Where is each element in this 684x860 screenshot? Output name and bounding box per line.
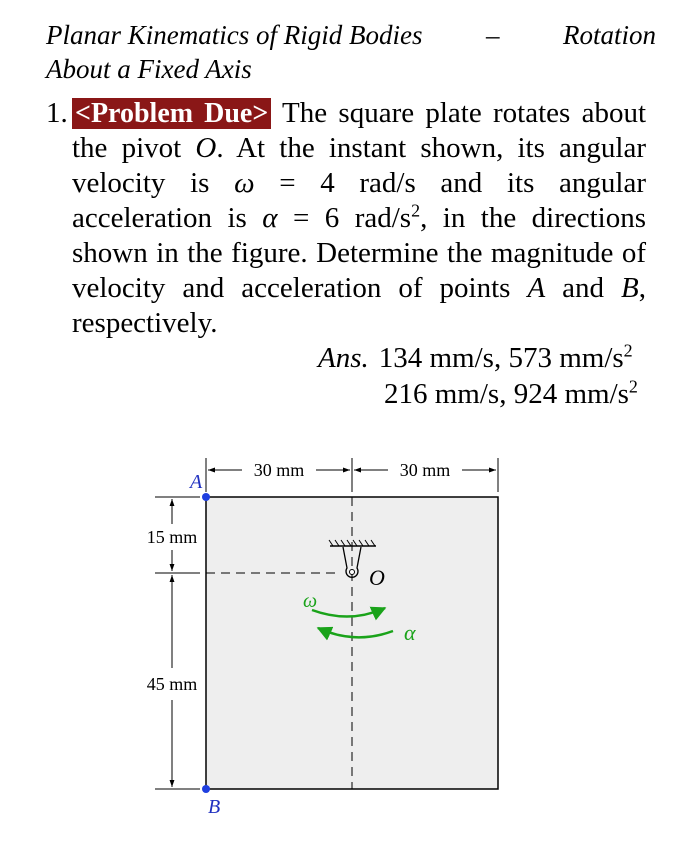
answer-label: Ans. xyxy=(318,342,369,374)
label-A: A xyxy=(190,471,203,493)
title-line2: About a Fixed Axis xyxy=(46,54,252,84)
answer-line2: 216 mm/s, 924 mm/s xyxy=(384,378,629,410)
problem-due-tag[interactable]: <Problem Due> xyxy=(72,98,271,129)
problem-text: and xyxy=(545,272,622,304)
var-O: O xyxy=(195,132,217,164)
var-alpha: α xyxy=(262,202,278,234)
point-B xyxy=(202,785,210,793)
superscript: 2 xyxy=(623,340,633,361)
label-O: O xyxy=(369,565,385,590)
title-dash: – xyxy=(485,20,500,50)
problem-text: , respectively. xyxy=(72,272,647,339)
dim-left-upper: 15 mm xyxy=(146,527,198,547)
label-omega: ω xyxy=(303,590,318,612)
problem-text: , in the directions shown in the figure. Determine the magnitude of velocity and acceleration of points xyxy=(72,202,647,304)
superscript: 2 xyxy=(411,200,421,221)
var-A: A xyxy=(527,272,546,304)
problem-number: 1. xyxy=(46,97,68,129)
problem-text: = 6 rad/s xyxy=(277,202,412,234)
title-rotation: Rotation xyxy=(562,20,656,50)
dim-left-lower: 45 mm xyxy=(146,674,198,694)
superscript: 2 xyxy=(628,376,638,397)
problem-text: The square plate rotates about the pivot xyxy=(72,97,646,164)
var-B: B xyxy=(621,272,639,304)
dim-top-right: 30 mm xyxy=(399,460,451,480)
point-A xyxy=(202,493,210,501)
problem-text: . At the instant shown, its angular velocity is xyxy=(72,132,646,199)
answer-line1: 134 mm/s, 573 mm/s xyxy=(378,342,624,374)
label-alpha: α xyxy=(404,620,416,645)
label-B: B xyxy=(208,796,221,818)
title-main: Planar Kinematics of Rigid Bodies xyxy=(46,20,423,50)
dim-top-left: 30 mm xyxy=(253,460,305,480)
var-omega: ω xyxy=(234,167,255,199)
problem-text: = 4 rad/s and its angular acceleration is xyxy=(72,167,646,234)
